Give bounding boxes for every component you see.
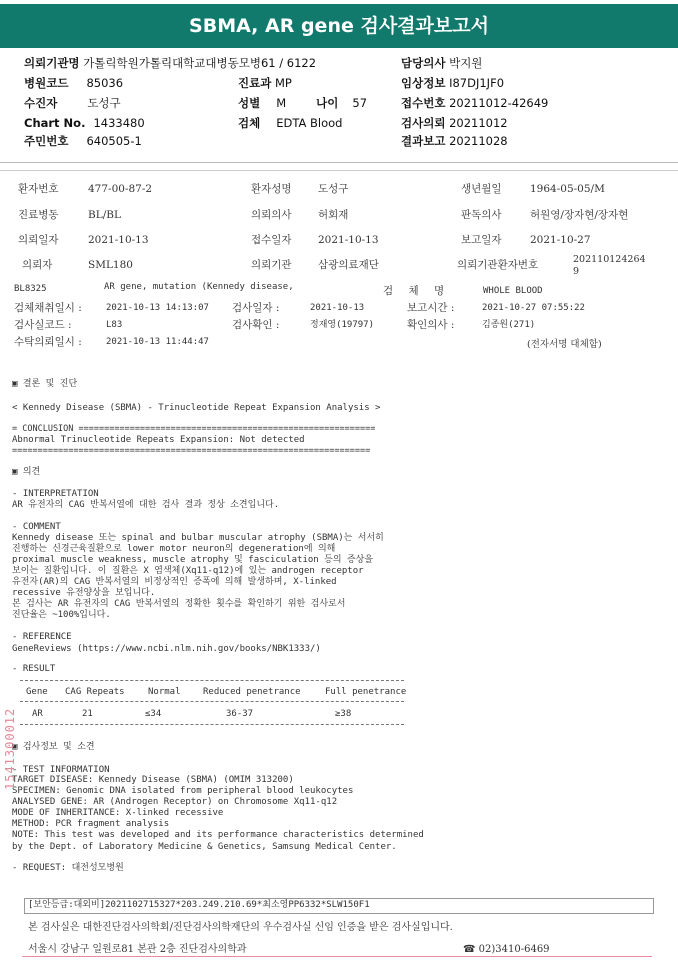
info-label: 의뢰기관환자번호 [457,259,539,271]
field-label: 병원코드 [24,76,69,90]
field-label: 검사실코드 : [14,319,72,331]
conclusion-heading: = CONCLUSION ========================================================== [12,424,376,434]
testinfo-line: SPECIMEN: Genomic DNA isolated from peripheral blood leukocytes [12,786,354,796]
comment-line: 보이는 질환입니다. 이 질환은 X 염색체(Xq11-q12)에 있는 androgen receptor [12,566,364,576]
header-row [401,56,482,70]
table-header: CAG Repeats [65,687,125,697]
table-cell: ≤34 [145,709,162,719]
table-header: Normal [148,687,181,697]
header-row [401,76,504,90]
info-value: 2021-10-13 [318,234,379,246]
field-value: 2021-10-27 07:55:22 [482,303,585,313]
field-value: L83 [106,320,123,330]
field-label: 결과보고 [401,134,446,148]
comment-line: 진단율은 ~100%입니다. [12,610,111,620]
comment-heading: - COMMENT [12,522,61,532]
comment-line: proximal muscle weakness, muscle atrophy 및 fasciculation 등의 증상을 [12,555,374,565]
field-value: 85036 [86,76,124,90]
conclusion-text: Abnormal Trinucleotide Repeats Expansion: Not detected [12,435,305,445]
header-row [401,134,508,148]
field-label: 확인의사 : [407,319,455,331]
field-value: 2021-10-13 14:13:07 [106,303,209,313]
field-value: 20211012 [449,116,508,130]
testinfo-line: - TEST INFORMATION [12,765,110,775]
interpretation-text: AR 유전자의 CAG 반복서열에 대한 검사 결과 정상 소견입니다. [12,500,280,510]
field-value: MP [274,76,292,90]
info-label: 의뢰기관 [251,259,292,271]
info-label: 생년월일 [461,183,502,195]
phone-text: ☎ 02)3410-6469 [463,944,550,955]
info-label: 보고일자 [461,234,502,246]
testinfo-line: METHOD: PCR fragment analysis [12,819,170,829]
esign-note: (전자서명 대체함) [527,339,602,350]
field-label: 검사의뢰 [401,116,446,130]
field-value: 640505-1 [86,134,142,148]
field-value: 2021-10-13 [310,303,365,313]
field-label: 성별 [238,96,261,110]
info-value: 1964-05-05/M [530,183,605,195]
field-label: 의뢰기관명 [24,56,80,70]
table-cell: 21 [82,709,93,719]
vertical-stamp: 1541300012 [3,707,17,790]
header-row [238,76,292,90]
security-line: [보안등급:대외비]2021102715327*203.249.210.69*최소영PP6332*SLW150F1 [28,900,370,910]
field-label: 주민번호 [24,134,69,148]
field-label: 검사일자 : [232,302,280,314]
header-row [238,96,367,110]
info-value: SML180 [88,259,133,271]
report-title: SBMA, AR gene 검사결과보고서 [0,4,678,48]
field-label: 검체 [238,116,261,130]
field-value: 정재영(19797) [310,320,375,330]
field-value: 20211028 [449,134,508,148]
field-label: Chart No. [24,116,86,130]
section-heading: ▣ 검사정보 및 소견 [12,742,95,752]
specimen-label: 검 체 명 [383,285,451,297]
request-line: - REQUEST: 대전성모병원 [12,863,124,873]
header-row [24,76,123,90]
table-header: Full penetrance [325,687,407,697]
info-label: 판독의사 [461,209,502,221]
field-label: 진료과 [238,76,272,90]
header-row [401,116,508,130]
table-cell: ≥38 [335,709,352,719]
field-value: 20211012-42649 [449,96,549,110]
table-header: Reduced penetrance [203,687,301,697]
info-label: 환자번호 [18,183,59,195]
divider [0,162,678,163]
field-label: 수진자 [24,96,58,110]
comment-line: 유전자(AR)의 CAG 반복서열의 비정상적인 증폭에 의해 발생하며, X-linked [12,577,337,587]
info-value: 2021-10-13 [88,234,149,246]
comment-line: Kennedy disease 또는 spinal and bulbar muscular atrophy (SBMA)는 서서히 [12,533,384,543]
comment-line: recessive 유전양상을 보입니다. [12,588,156,598]
age-label: 나이 [316,96,339,110]
testinfo-line: ANALYSED GENE: AR (Androgen Receptor) on Chromosome Xq11-q12 [12,797,338,807]
field-value: 1433480 [93,116,145,130]
field-label: 검사확인 : [232,319,280,331]
footer-rule [22,956,652,957]
field-value: 2021-10-13 11:44:47 [106,337,209,347]
info-label: 의뢰의사 [251,209,292,221]
info-label: 환자성명 [251,183,292,195]
table-cell: 36-37 [226,709,254,719]
header-row [401,96,548,110]
header-row [238,116,342,130]
info-value: BL/BL [88,209,121,221]
table-header: Gene [26,687,48,697]
info-value: 477-00-87-2 [88,183,153,195]
header-row [24,56,316,70]
field-label: 임상정보 [401,76,446,90]
interpretation-heading: - INTERPRETATION [12,489,99,499]
field-label: 수탁의뢰일시 : [14,336,82,348]
info-value: 허원영/장자현/장자현 [530,209,629,221]
test-code: BL8325 [14,284,47,294]
field-value: 도성구 [87,96,121,110]
field-label: 검체채취일시 : [14,302,82,314]
field-value: I87DJ1JF0 [449,76,505,90]
info-value: 9 [573,266,580,277]
section-heading: ▣ 의견 [12,467,41,477]
info-label: 의뢰자 [22,259,53,271]
table-rule [20,701,404,702]
header-row [24,96,121,110]
testinfo-line: by the Dept. of Laboratory Medicine & Genetics, Samsung Medical Center. [12,842,397,852]
age-value: 57 [352,96,368,110]
field-label: 보고시간 : [407,302,455,314]
testinfo-line: MODE OF INHERITANCE: X-linked recessive [12,808,224,818]
table-rule [20,724,404,725]
testinfo-line: NOTE: This test was developed and its performance characteristics determined [12,830,424,840]
table-cell: AR [32,709,43,719]
specimen-value: WHOLE BLOOD [483,286,543,296]
info-label: 접수일자 [251,234,292,246]
info-value: 허회재 [318,209,349,221]
certification-text: 본 검사실은 대한진단검사의학회/진단검사의학재단의 우수검사실 신임 인증을 받은 검사실입니다. [28,922,453,933]
conclusion-end: ====================================================================== [12,446,371,456]
header-row [24,134,142,148]
field-value: 박지원 [449,56,483,70]
header-row [24,116,145,130]
info-value: 2021-10-27 [530,234,591,246]
test-name: AR gene, mutation (Kennedy disease, [104,282,294,292]
field-value: 김종원(271) [482,320,536,330]
info-value: 도성구 [318,183,349,195]
field-value: 가톨릭학원가톨릭대학교대병동모병61 / 6122 [83,56,317,70]
comment-line: 진행하는 신경근육질환으로 lower motor neuron의 degeneration에 의해 [12,544,336,554]
section-heading: ▣ 결론 및 진단 [12,379,78,389]
table-rule [20,680,404,681]
result-heading: - RESULT [12,664,56,674]
field-value: M [276,96,287,110]
info-value: 202110124264 [573,254,646,265]
reference-heading: - REFERENCE [12,632,72,642]
field-value: EDTA Blood [276,116,343,130]
info-label: 의뢰일자 [18,234,59,246]
comment-line: 본 검사는 AR 유전자의 CAG 반복서열의 정확한 횟수를 확인하기 위한 검사로서 [12,599,346,609]
reference-text: GeneReviews (https://www.ncbi.nlm.nih.gov/books/NBK1333/) [12,644,321,654]
section-subtitle: < Kennedy Disease (SBMA) - Trinucleotide Repeat Expansion Analysis > [12,403,381,413]
testinfo-line: TARGET DISEASE: Kennedy Disease (SBMA) (OMIM 313200) [12,775,294,785]
field-label: 담당의사 [401,56,446,70]
divider [0,170,678,171]
info-value: 삼광의료재단 [318,259,379,271]
address-text: 서울시 강남구 일원로81 본관 2층 진단검사의학과 [28,944,247,955]
info-label: 진료병동 [18,209,59,221]
field-label: 접수번호 [401,96,446,110]
